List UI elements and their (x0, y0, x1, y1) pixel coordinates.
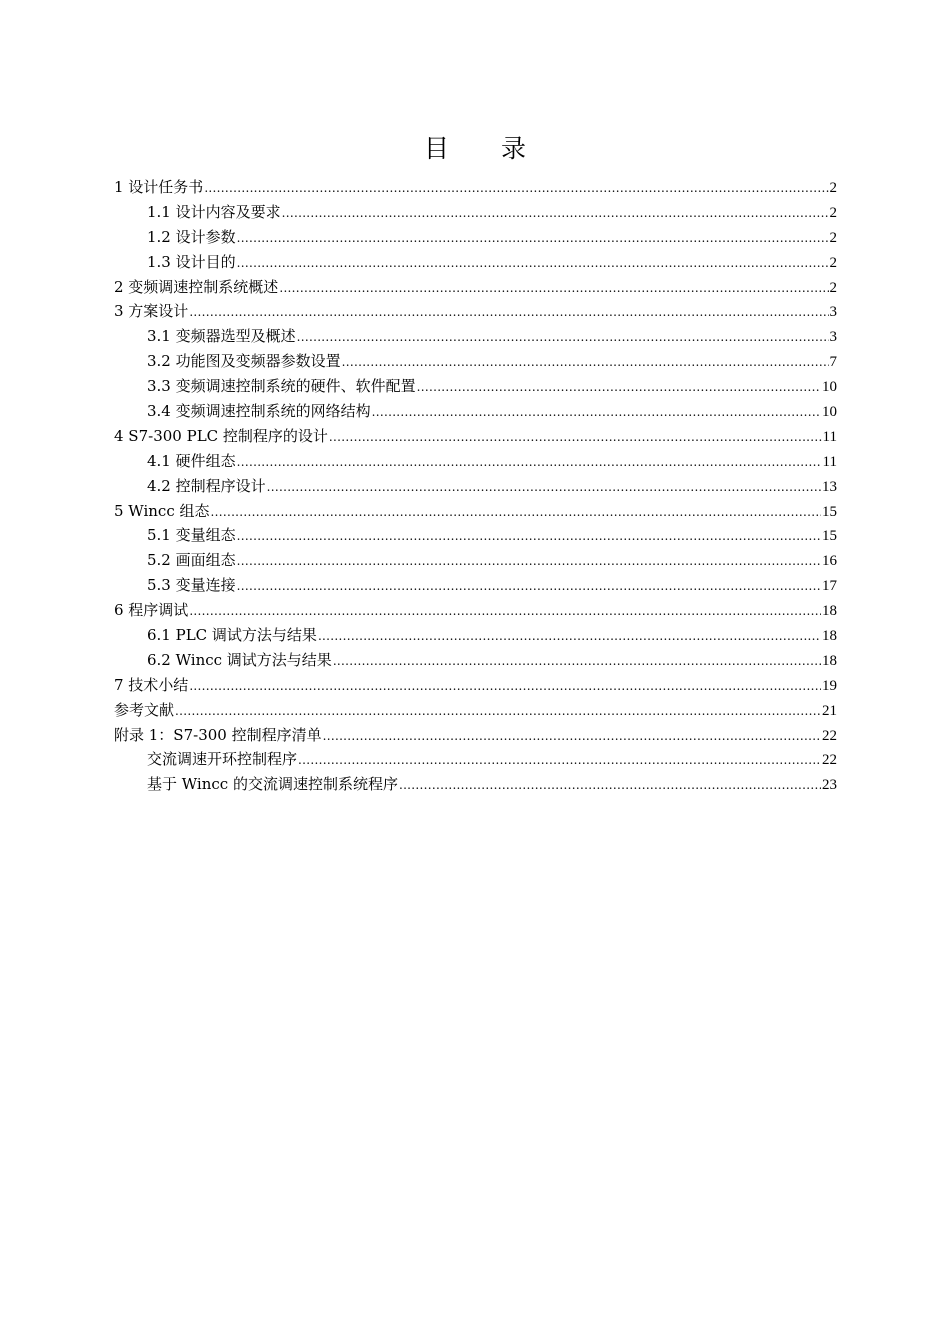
toc-dot-leader (237, 251, 829, 276)
toc-entry[interactable] (114, 499, 837, 524)
toc-entry[interactable] (114, 648, 837, 673)
toc-dot-leader (318, 624, 821, 649)
toc-entry[interactable] (114, 374, 837, 399)
toc-dot-leader (175, 699, 821, 724)
toc-entry-label: 6 程序调试 (114, 601, 189, 620)
toc-entry-label: 5 Wincc 组态 (114, 501, 210, 520)
toc-entry-page-number: 11 (822, 428, 837, 445)
toc-title: 目 录 (424, 134, 548, 163)
toc-entry-page-number: 22 (822, 752, 837, 769)
toc-entry-page-number: 10 (822, 379, 837, 396)
toc-entry-page-number: 18 (822, 652, 837, 669)
toc-entry-label: 1 设计任务书 (114, 178, 204, 196)
toc-entry-label: 2 变频调速控制系统概述 (114, 277, 279, 296)
toc-entry-page-number: 13 (822, 478, 837, 495)
toc-entry-page-number: 2 (829, 204, 837, 221)
toc-entry[interactable] (114, 200, 837, 225)
toc-entry[interactable] (114, 399, 837, 424)
toc-entry[interactable] (114, 747, 837, 772)
toc-entry-label: 参考文献 (114, 700, 175, 719)
toc-entry[interactable] (114, 349, 837, 374)
toc-entry-page-number: 18 (822, 603, 837, 620)
toc-entry-label: 基于 Wincc 的交流调速控制系统程序 (147, 775, 398, 794)
toc-entry-label: 3 方案设计 (114, 302, 189, 321)
toc-entry[interactable] (114, 474, 837, 499)
toc-entry[interactable] (114, 573, 837, 598)
toc-entry[interactable] (114, 623, 837, 648)
toc-entry-page-number: 16 (822, 553, 837, 570)
toc-entry-label: 3.2 功能图及变频器参数设置 (147, 352, 341, 371)
toc-entry-label: 交流调速开环控制程序 (147, 750, 298, 769)
toc-entry-page-number: 10 (822, 404, 837, 421)
toc-entry-page-number: 2 (829, 279, 837, 296)
toc-entry[interactable] (114, 523, 837, 548)
toc-entry-label: 5.1 变量组态 (147, 526, 236, 545)
toc-entry[interactable] (114, 772, 837, 797)
toc-entry-label: 5.2 画面组态 (147, 551, 236, 570)
toc-entry[interactable] (114, 449, 837, 474)
toc-entry[interactable] (114, 275, 837, 300)
toc-entry-label: 6.2 Wincc 调试方法与结果 (147, 650, 332, 669)
toc-entry[interactable] (114, 225, 837, 250)
toc-entry-label: 4 S7-300 PLC 控制程序的设计 (114, 426, 328, 445)
toc-entry-label: 3.4 变频调速控制系统的网络结构 (147, 402, 371, 421)
toc-entry[interactable] (114, 548, 837, 573)
toc-dot-leader (211, 500, 822, 525)
toc-entry-page-number: 22 (822, 727, 837, 744)
toc-entry-label: 3.3 变频调速控制系统的硬件、软件配置 (147, 377, 416, 396)
toc-entry[interactable] (114, 324, 837, 349)
toc-entry-page-number: 2 (829, 180, 837, 196)
toc-entry[interactable] (114, 598, 837, 623)
toc-entry-page-number: 18 (822, 628, 837, 645)
toc-dot-leader (237, 574, 821, 599)
toc-entry-page-number: 15 (822, 528, 837, 545)
toc-dot-leader (323, 724, 821, 749)
toc-entry-label: 5.3 变量连接 (147, 576, 236, 595)
toc-dot-leader (237, 226, 829, 251)
toc-entry-page-number: 19 (822, 677, 837, 694)
toc-dot-leader (237, 450, 822, 475)
toc-entry-page-number: 3 (829, 304, 837, 321)
toc-entry-page-number: 11 (822, 453, 837, 470)
toc-entry-label: 6.1 PLC 调试方法与结果 (147, 626, 317, 645)
toc-entry[interactable] (114, 698, 837, 723)
toc-entry-label: 4.1 硬件组态 (147, 451, 236, 470)
toc-entry-page-number: 2 (829, 229, 837, 246)
toc-dot-leader (298, 748, 821, 773)
toc-dot-leader (204, 176, 828, 201)
toc-dot-leader (189, 300, 828, 325)
toc-dot-leader (342, 350, 829, 375)
toc-entry[interactable] (114, 424, 837, 449)
toc-entry-label: 4.2 控制程序设计 (147, 476, 266, 495)
toc-entry[interactable] (114, 299, 837, 324)
toc-entry-page-number: 7 (829, 354, 837, 371)
toc-entry-page-number: 3 (829, 329, 837, 346)
toc-entry-page-number: 2 (829, 254, 837, 271)
toc-entry-label: 1.2 设计参数 (147, 227, 236, 246)
toc-entry-page-number: 21 (822, 702, 837, 719)
toc-entry[interactable] (114, 250, 837, 275)
toc-dot-leader (237, 549, 821, 574)
toc-dot-leader (333, 649, 821, 674)
toc-entry[interactable] (114, 175, 837, 200)
toc-dot-leader (189, 674, 821, 699)
toc-dot-leader (279, 276, 828, 301)
toc-entry-page-number: 17 (822, 578, 837, 595)
toc-dot-leader (189, 599, 821, 624)
toc-entry[interactable] (114, 723, 837, 748)
toc-dot-leader (372, 400, 821, 425)
toc-dot-leader (237, 524, 821, 549)
toc-entry-label: 1.3 设计目的 (147, 252, 236, 271)
toc-dot-leader (282, 201, 829, 226)
toc-entry-page-number: 23 (822, 777, 837, 794)
toc-dot-leader (297, 325, 829, 350)
toc-entry-label: 3.1 变频器选型及概述 (147, 327, 296, 346)
toc-entry-label: 7 技术小结 (114, 675, 189, 694)
toc-list (114, 175, 837, 797)
toc-dot-leader (399, 773, 821, 798)
toc-entry-label: 附录 1：S7-300 控制程序清单 (114, 725, 322, 744)
toc-entry-page-number: 15 (822, 503, 837, 520)
toc-dot-leader (329, 425, 822, 450)
toc-entry[interactable] (114, 673, 837, 698)
toc-entry-label: 1.1 设计内容及要求 (147, 202, 281, 221)
toc-dot-leader (417, 375, 821, 400)
toc-dot-leader (267, 475, 821, 500)
